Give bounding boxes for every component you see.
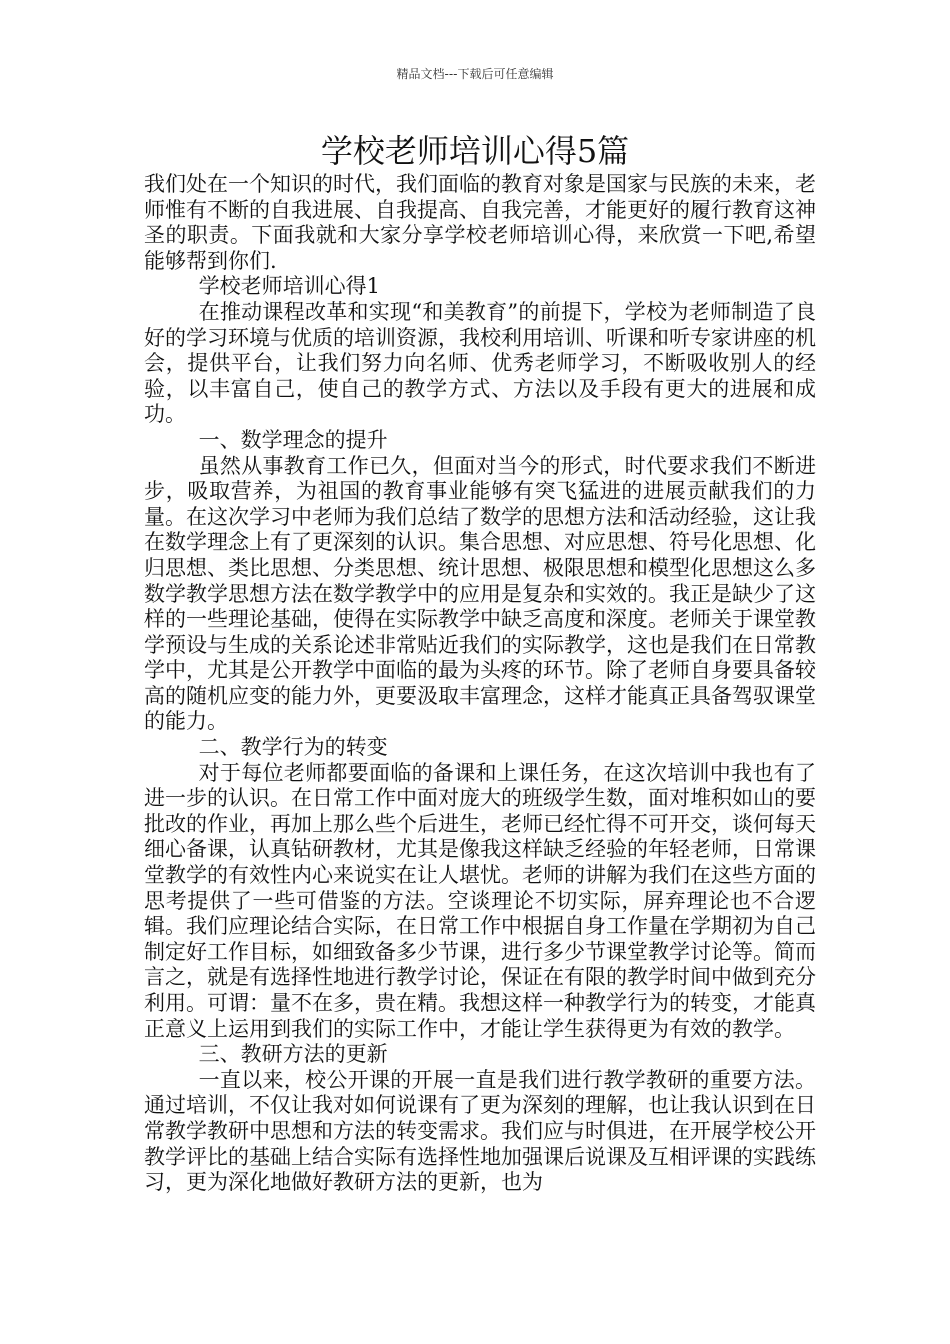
- page-header: 精品文档---下载后可任意编辑: [396, 67, 554, 81]
- section-title: 学校老师培训心得1: [198, 274, 380, 299]
- paragraph-research-method: 一直以来，校公开课的开展一直是我们进行教学教研的重要方法。通过培训，不仅让我对如何说课有了更为深刻的理解，也让我认识到在日常教学教研中思想和方法的转变需求。我们应与时俱进，在开展学校公开教学评比的基础上结合实际有选择性地加强课后说课及互相评课的实践练习，更为深化地做好教研方法的更新，也为: [144, 1067, 816, 1195]
- paragraph-teaching-behavior: 对于每位老师都要面临的备课和上课任务，在这次培训中我也有了进一步的认识。在日常工作中面对庞大的班级学生数，面对堆积如山的要批改的作业，再加上那么些个后进生，老师已经忙得不可开交，谈何每天细心备课，认真钻研教材，尤其是像我这样缺乏经验的年轻老师，日常课堂教学的有效性内心来说实在让人堪忧。老师的讲解为我们在这些方面的思考提供了一些可借鉴的方法。空谈理论不切实际，屏弃理论也不合逻辑。我们应理论结合实际，在日常工作中根据自身工作量在学期初为自己制定好工作目标，如细致备多少节课，进行多少节课堂教学讨论等。简而言之，就是有选择性地进行教学讨论，保证在有限的教学时间中做到充分利用。可谓：量不在多，贵在精。我想这样一种教学行为的转变，才能真正意义上运用到我们的实际工作中，才能让学生获得更为有效的教学。: [144, 760, 816, 1041]
- subheading-teaching-behavior: 二、教学行为的转变: [198, 735, 388, 760]
- subheading-research-method: 三、教研方法的更新: [198, 1042, 388, 1067]
- paragraph-math-concept: 虽然从事教育工作已久，但面对当今的形式，时代要求我们不断进步，吸取营养，为祖国的教育事业能够有突飞猛进的进展贡献我们的力量。在这次学习中老师为我们总结了数学的思想方法和活动经验，这让我在数学理念上有了更深刻的认识。集合思想、对应思想、符号化思想、化归思想、类比思想、分类思想、统计思想、极限思想和模型化思想这么多数学教学思想方法在数学教学中的应用是复杂和实效的。我正是缺少了这样的一些理论基础，使得在实际教学中缺乏高度和深度。老师关于课堂教学预设与生成的关系论述非常贴近我们的实际教学，这也是我们在日常教学中，尤其是公开教学中面临的最为头疼的环节。除了老师自身要具备较高的随机应变的能力外，更要汲取丰富理念，这样才能真正具备驾驭课堂的能力。: [144, 453, 816, 734]
- subheading-math-concept: 一、数学理念的提升: [198, 427, 388, 452]
- document-title: 学校老师培训心得5篇: [320, 132, 630, 170]
- intro-paragraph: 我们处在一个知识的时代，我们面临的教育对象是国家与民族的未来，老师惟有不断的自我进展、自我提高、自我完善，才能更好的履行教育这神圣的职责。下面我就和大家分享学校老师培训心得，来欣赏一下吧,希望能够帮到你们.: [144, 172, 816, 273]
- section-paragraph: 在推动课程改革和实现“和美教育”的前提下，学校为老师制造了良好的学习环境与优质的培训资源，我校利用培训、听课和听专家讲座的机会，提供平台，让我们努力向名师、优秀老师学习，不断吸收别人的经验，以丰富自己，使自己的教学方式、方法以及手段有更大的进展和成功。: [144, 299, 816, 427]
- document-body: [144, 172, 816, 1196]
